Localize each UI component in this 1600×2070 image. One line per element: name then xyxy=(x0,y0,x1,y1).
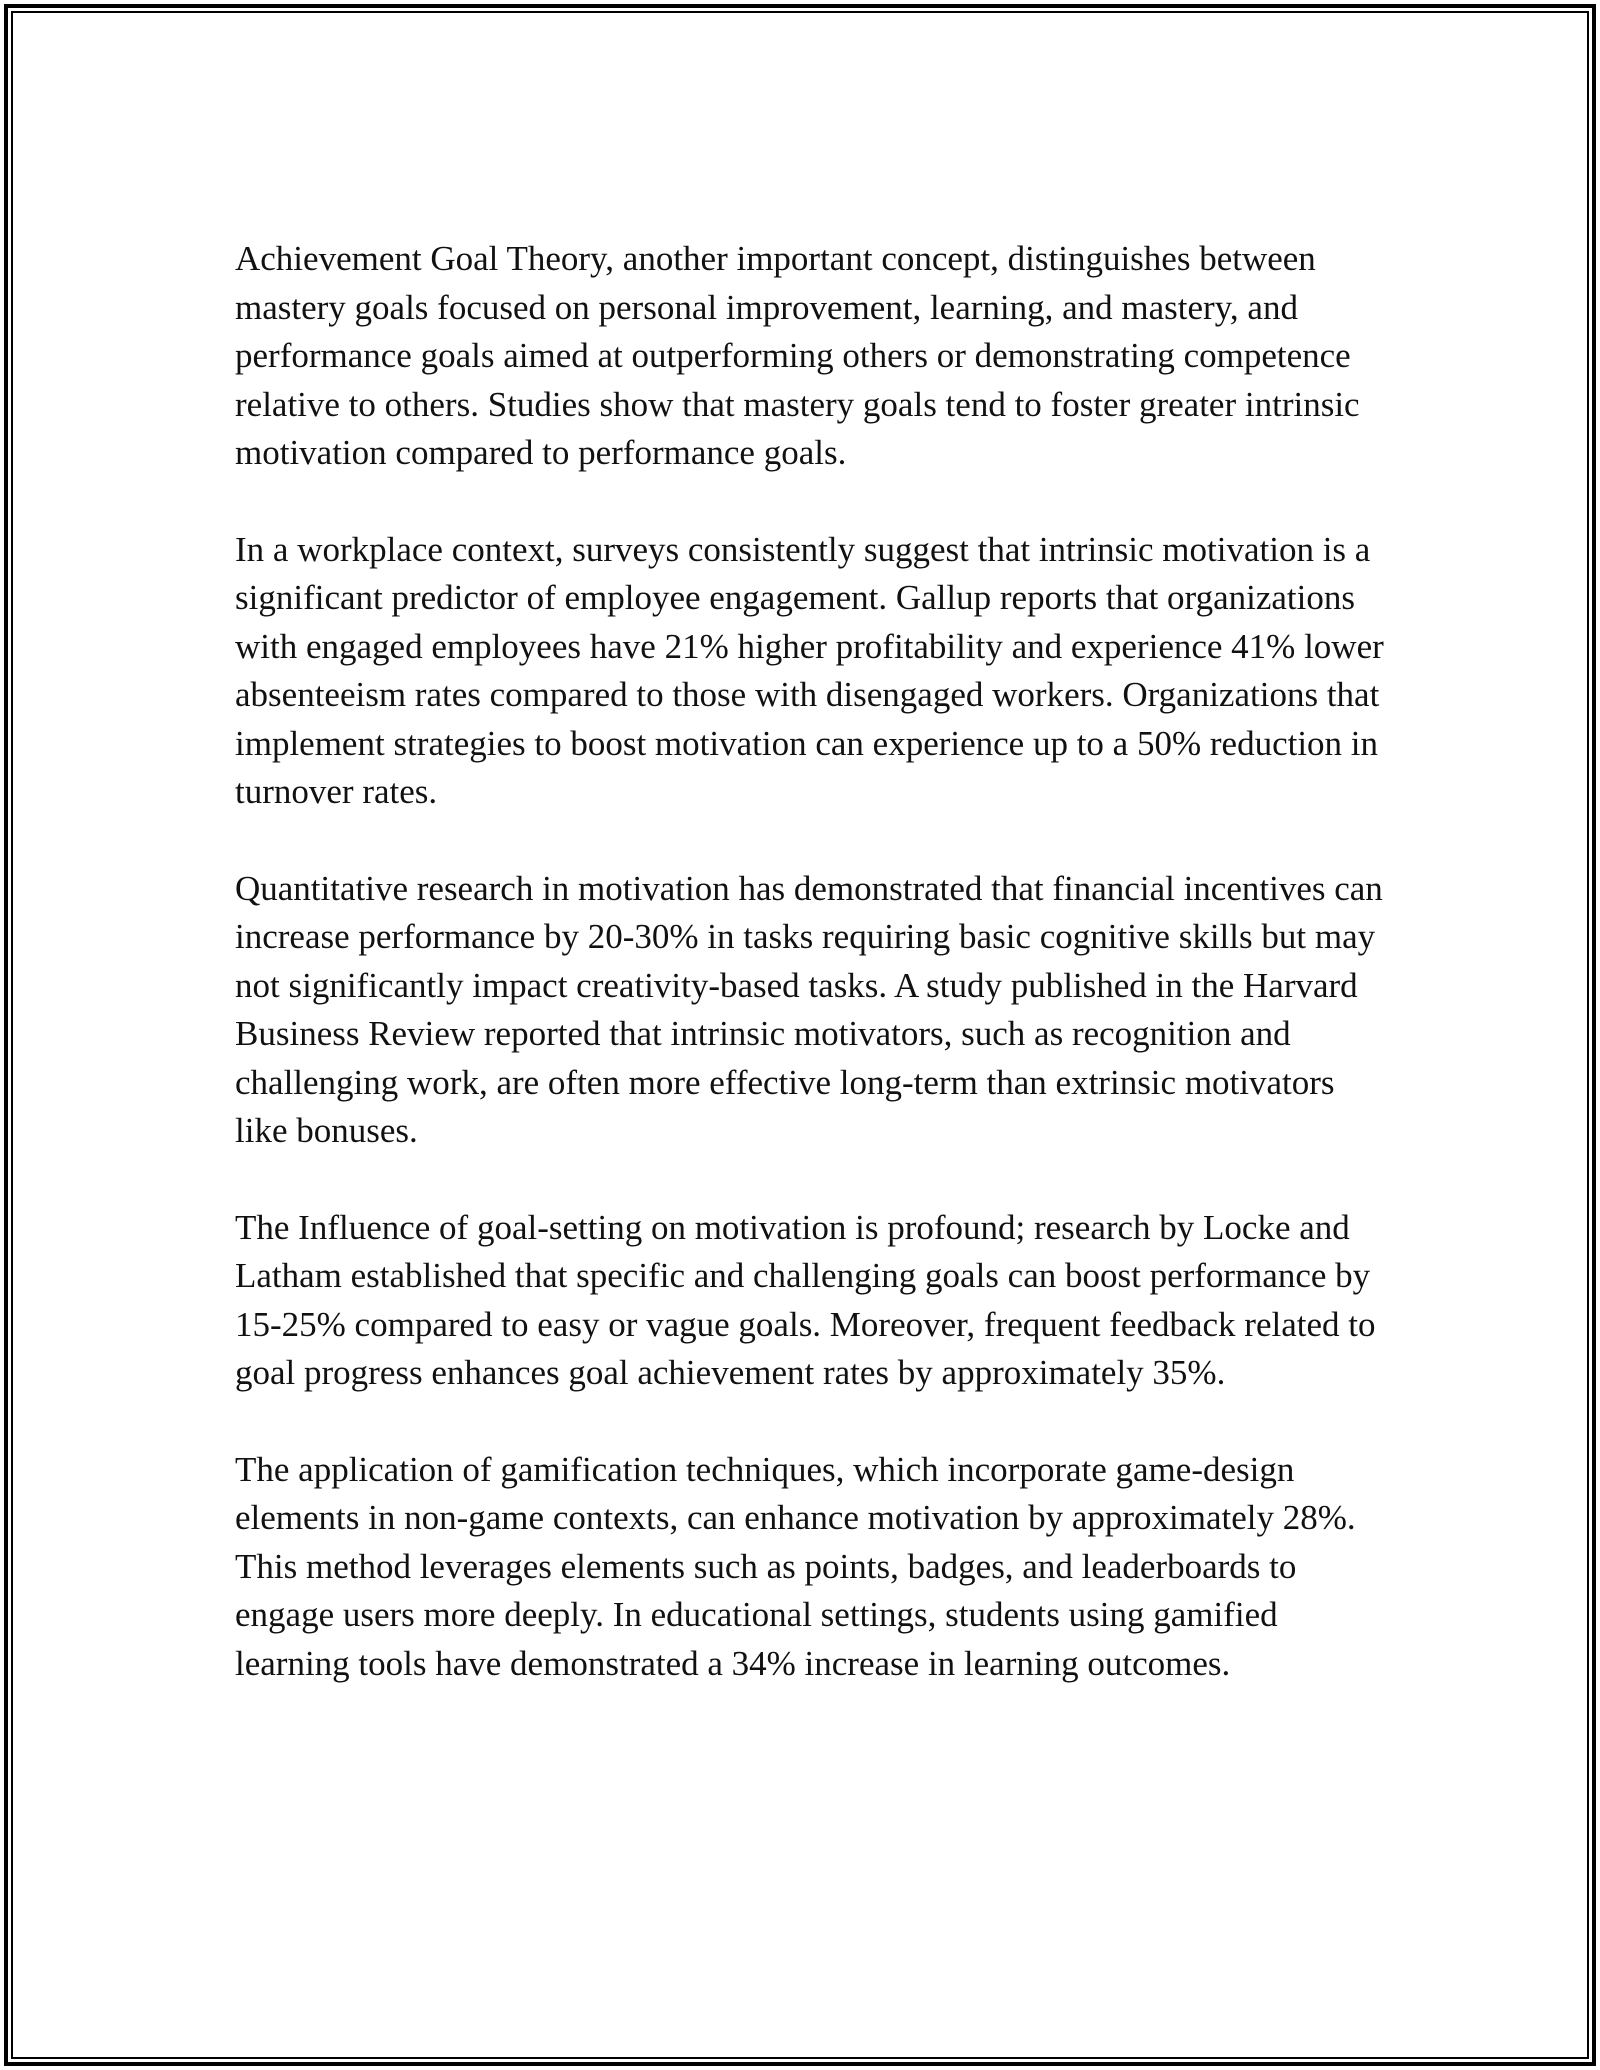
paragraph-gamification: The application of gamification techniques, which incorporate game-design elements in non-game contexts, can enhance motivation by approximately 28%. This method leverages elements such as points, badges, and leaderboards to engage users more deeply. In educational settings, students using gamified learning tools have demonstrated a 34% increase in learning outcomes. xyxy=(235,1449,1356,1683)
document-body xyxy=(235,235,1395,1736)
paragraph-goal-setting: The Influence of goal-setting on motivation is profound; research by Locke and Latham established that specific and challenging goals can boost performance by 15-25% compared to easy or vague goals. Moreover, frequent feedback related to goal progress enhances goal achievement rates by approximately 35%. xyxy=(235,1207,1376,1392)
paragraph-achievement-goal-theory: Achievement Goal Theory, another important concept, distinguishes between mastery goals focused on personal improvement, learning, and mastery, and performance goals aimed at outperforming others or demonstrating competence relative to others. Studies show that mastery goals tend to foster greater intrinsic motivation compared to performance goals. xyxy=(235,239,1360,472)
paragraph-quantitative-research: Quantitative research in motivation has demonstrated that financial incentives can increase performance by 20-30% in tasks requiring basic cognitive skills but may not significantly impact creativity-based tasks. A study published in the Harvard Business Review reported that intrinsic motivators, such as recognition and challenging work, are often more effective long-term than extrinsic motivators like bonuses. xyxy=(235,868,1383,1150)
paragraph-workplace-context: In a workplace context, surveys consistently suggest that intrinsic motivation is a significant predictor of employee engagement. Gallup reports that organizations with engaged employees have 21% higher profitability and experience 41% lower absenteeism rates compared to those with disengaged workers. Organizations that implement strategies to boost motivation can experience up to a 50% reduction in turnover rates. xyxy=(235,529,1384,811)
